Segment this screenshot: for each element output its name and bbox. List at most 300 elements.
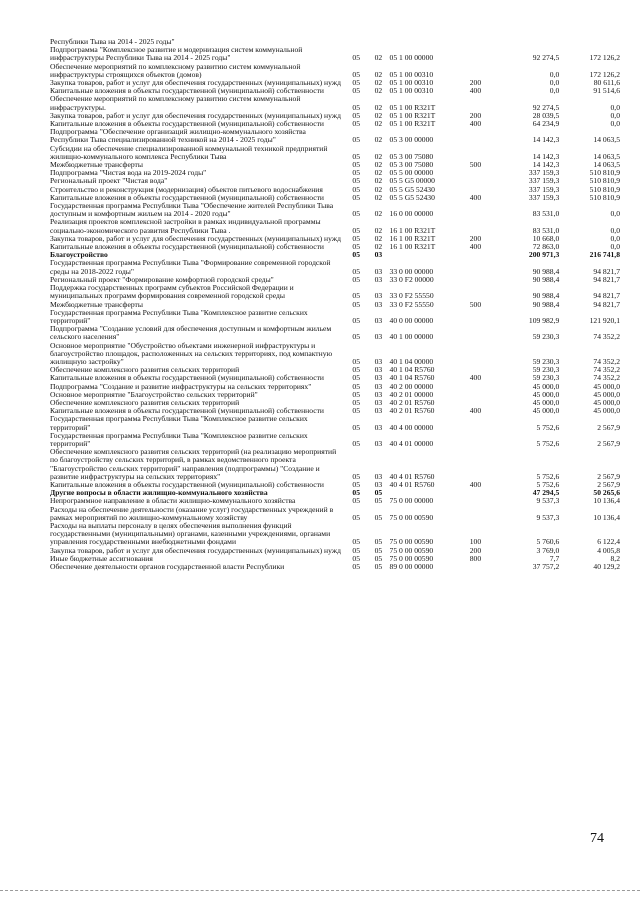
subsection-code-cell: 02 [374, 53, 383, 63]
section-code-cell: 05 [352, 53, 360, 63]
expense-type-cell [462, 383, 488, 391]
subsection-code-cell: 05 [374, 488, 383, 498]
amount-year2-cell: 0,0 [610, 242, 620, 252]
amount-year1-cell: 90 988,4 [532, 299, 560, 309]
target-article-cell: 33 0 F2 00000 [389, 274, 434, 284]
subsection-code-cell: 05 [374, 545, 383, 555]
amount-year1-cell: 59 230,3 [532, 356, 560, 366]
target-article-cell [390, 251, 463, 259]
amount-year1-cell: 90 988,4 [532, 291, 560, 301]
section-code-cell: 05 [352, 225, 360, 235]
row-name-cell: Закупка товаров, работ и услуг для обеспечения государственных (муниципальных) нужд [50, 233, 341, 243]
expense-type-cell [462, 145, 488, 161]
amount-year1-cell: 45 000,0 [532, 389, 560, 399]
amount-year1-cell: 337 159,3 [528, 184, 560, 194]
amount-year1-cell: 337 159,3 [528, 176, 560, 186]
expense-type-cell [462, 309, 488, 325]
table-row [50, 145, 620, 161]
table-row [50, 342, 620, 367]
section-code-cell: 05 [352, 168, 360, 178]
section-code-cell: 05 [352, 332, 360, 342]
subsection-code-cell: 03 [374, 266, 383, 276]
subsection-code-cell: 05 [374, 562, 383, 571]
section-code-cell: 05 [352, 471, 360, 481]
expense-type-cell [462, 169, 488, 177]
row-name-cell: Реализация проектов комплексной застройки в рамках индивидуальной программы социально-экономического развития Республики Тыва . [50, 217, 321, 235]
amount-year1-cell: 0,0 [549, 69, 560, 79]
expense-type-cell: 200 [469, 545, 482, 555]
expense-type-cell: 500 [469, 299, 482, 309]
section-code-cell: 05 [352, 233, 360, 243]
amount-year2-cell: 8,2 [610, 553, 620, 563]
amount-year1-cell: 83 531,0 [532, 209, 560, 219]
expense-type-cell: 200 [469, 233, 482, 243]
amount-year2-cell: 74 352,2 [593, 356, 620, 366]
section-code-cell: 05 [352, 397, 360, 407]
amount-year1-cell: 72 863,0 [532, 242, 560, 252]
subsection-code-cell: 02 [374, 176, 383, 186]
section-code-cell: 05 [352, 438, 360, 448]
amount-year1-cell: 5 752,6 [536, 471, 560, 481]
amount-year2-cell: 94 821,7 [593, 291, 620, 301]
subsection-code-cell: 03 [374, 406, 383, 416]
subsection-code-cell: 02 [374, 168, 383, 178]
amount-year2-cell: 10 136,4 [593, 496, 620, 506]
table-row [50, 259, 620, 275]
row-name-cell: Республики Тыва на 2014 - 2025 годы" [50, 37, 175, 46]
expense-type-cell [462, 415, 488, 431]
amount-year2-cell: 40 129,2 [593, 562, 620, 571]
amount-year2-cell: 74 352,2 [593, 332, 620, 342]
expense-type-cell: 400 [469, 373, 482, 383]
row-name-cell: Расходы на обеспечение деятельности (оказание услуг) государственных учреждений в рамках мероприятий по жилищно-коммунальному хозяйству [50, 504, 334, 522]
amount-year1-cell: 47 294,5 [532, 488, 560, 498]
target-article-cell: 05 3 00 00000 [389, 135, 434, 145]
row-name-cell: Капитальные вложения в объекты государственной (муниципальной) собственности [50, 242, 324, 252]
amount-year2-cell [559, 38, 620, 46]
subsection-code-cell: 03 [374, 250, 383, 260]
row-name-cell: Государственная программа Республики Тыва "Комплексное развитие сельских территорий" [50, 307, 308, 325]
row-name-cell: Обеспечение комплексного развития сельских территорий [50, 397, 240, 407]
section-code-cell: 05 [352, 545, 360, 555]
row-name-cell: Закупка товаров, работ и услуг для обеспечения государственных (муниципальных) нужд [50, 110, 341, 120]
target-article-cell: 75 0 00 00590 [389, 545, 434, 555]
amount-year2-cell: 510 810,9 [589, 176, 620, 186]
subsection-code-cell: 02 [374, 160, 383, 170]
target-article-cell: 05 1 00 00000 [389, 53, 434, 63]
section-code-cell: 05 [352, 274, 360, 284]
target-article-cell: 75 0 00 00000 [389, 496, 434, 506]
subsection-code-cell: 05 [374, 496, 383, 506]
section-code-cell: 05 [352, 496, 360, 506]
target-article-cell [390, 38, 463, 46]
section-code-cell [345, 38, 367, 46]
table-row [50, 202, 620, 218]
amount-year1-cell: 109 982,9 [528, 315, 560, 325]
amount-year1-cell: 5 752,6 [536, 438, 560, 448]
amount-year1-cell: 0,0 [549, 86, 560, 96]
subsection-code-cell: 03 [374, 389, 383, 399]
amount-year1-cell: 90 988,4 [532, 274, 560, 284]
expense-type-cell: 400 [469, 242, 482, 252]
amount-year2-cell: 14 063,5 [593, 160, 620, 170]
amount-year2-cell: 510 810,9 [589, 192, 620, 202]
subsection-code-cell: 03 [374, 422, 383, 432]
target-article-cell: 40 1 04 00000 [389, 356, 434, 366]
row-name-cell: Основное мероприятие "Благоустройство сельских территорий" [50, 389, 258, 399]
row-name-cell: Межбюджетные трансферты [50, 160, 143, 170]
expense-type-cell [462, 95, 488, 111]
row-name-cell: Обеспечение деятельности органов государственной власти Республики [50, 562, 285, 571]
section-code-cell: 05 [352, 160, 360, 170]
expense-type-cell [462, 563, 488, 571]
section-code-cell: 05 [352, 176, 360, 186]
subsection-code-cell: 02 [374, 192, 383, 202]
subsection-code-cell: 05 [374, 553, 383, 563]
subsection-code-cell [367, 38, 389, 46]
amount-year2-cell: 216 741,8 [589, 250, 620, 260]
subsection-code-cell: 02 [374, 110, 383, 120]
section-code-cell: 05 [352, 389, 360, 399]
amount-year1-cell: 37 757,2 [532, 562, 560, 571]
section-code-cell: 05 [352, 110, 360, 120]
amount-year1-cell: 9 537,3 [536, 512, 560, 522]
section-code-cell: 05 [352, 562, 360, 571]
row-name-cell: Благоустройство [50, 250, 108, 260]
section-code-cell: 05 [352, 365, 360, 375]
expense-type-cell: 200 [469, 110, 482, 120]
section-code-cell: 05 [352, 102, 360, 112]
section-code-cell: 05 [352, 553, 360, 563]
subsection-code-cell: 02 [374, 78, 383, 88]
subsection-code-cell: 03 [374, 274, 383, 284]
target-article-cell: 40 4 01 00000 [389, 438, 434, 448]
row-name-cell: Другие вопросы в области жилищно-коммунального хозяйства [50, 488, 268, 498]
amount-year2-cell: 0,0 [610, 119, 620, 129]
amount-year2-cell: 2 567,9 [597, 479, 620, 489]
target-article-cell: 40 4 00 00000 [389, 422, 434, 432]
row-name-cell: Закупка товаров, работ и услуг для обеспечения государственных (муниципальных) нужд [50, 78, 341, 88]
section-code-cell: 05 [352, 381, 360, 391]
amount-year1-cell [489, 38, 560, 46]
row-name-cell: Закупка товаров, работ и услуг для обеспечения государственных (муниципальных) нужд [50, 545, 341, 555]
section-code-cell: 05 [352, 488, 360, 498]
row-name-cell: Капитальные вложения в объекты государственной (муниципальной) собственности [50, 192, 324, 202]
expense-type-cell: 400 [469, 86, 482, 96]
row-name-cell: Непрограммное направление в области жилищно-коммунального хозяйства [50, 496, 296, 506]
row-name-cell: Капитальные вложения в объекты государственной (муниципальной) собственности [50, 406, 324, 416]
subsection-code-cell: 02 [374, 86, 383, 96]
row-name-cell: Подпрограмма "Комплексное развитие и модернизация систем коммунальной инфраструктуры Республики Тыва на 2014 - 2025 годы" [50, 45, 303, 63]
amount-year2-cell: 10 136,4 [593, 512, 620, 522]
target-article-cell: 16 1 00 R321T [389, 242, 436, 252]
expense-type-cell: 400 [469, 119, 482, 129]
table-row [50, 415, 620, 431]
amount-year1-cell: 0,0 [549, 78, 560, 88]
row-name-cell: Иные бюджетные ассигнования [50, 553, 153, 563]
target-article-cell: 40 1 00 00000 [389, 332, 434, 342]
amount-year2-cell: 45 000,0 [593, 406, 620, 416]
amount-year1-cell: 9 537,3 [536, 496, 560, 506]
amount-year2-cell: 510 810,9 [589, 168, 620, 178]
target-article-cell: 05 1 00 00310 [389, 86, 434, 96]
target-article-cell: 75 0 00 00590 [389, 537, 434, 547]
target-article-cell: 40 4 01 R5760 [389, 479, 435, 489]
subsection-code-cell: 02 [374, 135, 383, 145]
section-code-cell: 05 [352, 512, 360, 522]
table-row [50, 46, 620, 62]
target-article-cell: 05 3 00 75080 [389, 160, 434, 170]
subsection-code-cell: 03 [374, 365, 383, 375]
amount-year2-cell: 0,0 [610, 225, 620, 235]
section-code-cell: 05 [352, 299, 360, 309]
budget-table-body [50, 38, 620, 571]
section-code-cell: 05 [352, 479, 360, 489]
amount-year1-cell: 5 752,6 [536, 479, 560, 489]
expense-type-cell: 500 [469, 160, 482, 170]
table-row [50, 522, 620, 547]
table-row [50, 284, 620, 300]
amount-year2-cell: 94 821,7 [593, 299, 620, 309]
section-code-cell: 05 [352, 406, 360, 416]
subsection-code-cell: 03 [374, 356, 383, 366]
expense-type-cell [462, 276, 488, 284]
subsection-code-cell: 02 [374, 102, 383, 112]
target-article-cell: 40 2 00 00000 [389, 381, 434, 391]
section-code-cell: 05 [352, 250, 360, 260]
section-code-cell: 05 [352, 537, 360, 547]
subsection-code-cell: 03 [374, 291, 383, 301]
row-name-cell: Строительство и реконструкция (модернизация) объектов питьевого водоснабжения [50, 184, 323, 194]
amount-year2-cell: 14 063,5 [593, 135, 620, 145]
amount-year2-cell: 94 821,7 [593, 274, 620, 284]
target-article-cell: 75 0 00 00590 [389, 553, 434, 563]
subsection-code-cell: 03 [374, 381, 383, 391]
section-code-cell: 05 [352, 315, 360, 325]
amount-year1-cell: 92 274,5 [532, 102, 560, 112]
amount-year1-cell: 45 000,0 [532, 406, 560, 416]
row-name-cell: Капитальные вложения в объекты государственной (муниципальной) собственности [50, 119, 324, 129]
subsection-code-cell: 02 [374, 233, 383, 243]
row-name-cell: Государственная программа Республики Тыва "Обеспечение жителей Республики Тыва доступным и комфортным жильем на 2014 - 2020 годы" [50, 201, 334, 219]
table-row [50, 448, 620, 481]
section-code-cell: 05 [352, 192, 360, 202]
amount-year1-cell: 92 274,5 [532, 53, 560, 63]
section-code-cell: 05 [352, 86, 360, 96]
table-row [50, 128, 620, 144]
target-article-cell: 05 1 00 00310 [389, 69, 434, 79]
expense-type-cell [462, 284, 488, 300]
expense-type-cell: 400 [469, 192, 482, 202]
amount-year2-cell: 0,0 [610, 102, 620, 112]
amount-year2-cell: 4 005,8 [597, 545, 620, 555]
target-article-cell: 05 1 00 R321T [389, 110, 436, 120]
target-article-cell: 40 1 04 R5760 [389, 373, 435, 383]
expense-type-cell [462, 342, 488, 367]
section-code-cell: 05 [352, 135, 360, 145]
expense-type-cell [462, 38, 488, 46]
target-article-cell: 89 0 00 00000 [389, 562, 434, 571]
subsection-code-cell: 02 [374, 184, 383, 194]
expense-type-cell: 400 [469, 479, 482, 489]
section-code-cell: 05 [352, 266, 360, 276]
amount-year2-cell: 0,0 [610, 209, 620, 219]
amount-year2-cell: 2 567,9 [597, 438, 620, 448]
expense-type-cell [462, 202, 488, 218]
amount-year2-cell: 510 810,9 [589, 184, 620, 194]
subsection-code-cell: 03 [374, 397, 383, 407]
amount-year2-cell: 45 000,0 [593, 389, 620, 399]
amount-year1-cell: 14 142,3 [532, 135, 560, 145]
amount-year1-cell: 14 142,3 [532, 160, 560, 170]
row-name-cell: Обеспечение мероприятий по комплексному развитию систем коммунальной инфраструктуры строящихся объектов (домов) [50, 61, 301, 79]
subsection-code-cell: 02 [374, 242, 383, 252]
section-code-cell: 05 [352, 291, 360, 301]
amount-year1-cell: 59 230,3 [532, 373, 560, 383]
section-code-cell: 05 [352, 356, 360, 366]
amount-year1-cell: 64 234,9 [532, 119, 560, 129]
amount-year2-cell: 50 265,6 [593, 488, 620, 498]
amount-year1-cell: 28 039,5 [532, 110, 560, 120]
row-name-cell: Обеспечение комплексного развития сельских территорий (на реализацию мероприятий по благоустройству сельских территорий, в рамках ведомственного проекта "Благоустройство сельских территорий" направления (подпрограммы) "Создание и развитие инфраструктуры на сельских территориях" [50, 447, 337, 481]
subsection-code-cell: 03 [374, 471, 383, 481]
amount-year1-cell: 45 000,0 [532, 381, 560, 391]
row-name-cell: Поддержка государственных программ субъектов Российской Федерации и муниципальных программ формирования современной городской среды [50, 283, 294, 301]
amount-year2-cell: 74 352,2 [593, 373, 620, 383]
amount-year2-cell: 80 611,6 [593, 78, 620, 88]
table-row [50, 218, 620, 234]
row-name-cell: Капитальные вложения в объекты государственной (муниципальной) собственности [50, 373, 324, 383]
row-name-cell: Капитальные вложения в объекты государственной (муниципальной) собственности [50, 86, 324, 96]
amount-year1-cell: 7,7 [549, 553, 560, 563]
table-row [50, 95, 620, 111]
target-article-cell: 05 1 00 00310 [389, 78, 434, 88]
expense-type-cell [462, 325, 488, 341]
subsection-code-cell: 03 [374, 315, 383, 325]
target-article-cell: 40 2 01 R5760 [389, 397, 435, 407]
expense-type-cell [462, 391, 488, 399]
amount-year1-cell: 3 769,0 [536, 545, 560, 555]
target-article-cell: 75 0 00 00590 [389, 512, 434, 522]
section-code-cell: 05 [352, 69, 360, 79]
expense-type-cell [462, 46, 488, 62]
expense-type-cell [462, 63, 488, 79]
subsection-code-cell: 03 [374, 373, 383, 383]
amount-year2-cell: 172 126,2 [589, 69, 620, 79]
page-number: 74 [590, 831, 604, 846]
row-name-cell: Межбюджетные трансферты [50, 299, 143, 309]
target-article-cell: 16 0 00 00000 [389, 209, 434, 219]
amount-year1-cell: 90 988,4 [532, 266, 560, 276]
subsection-code-cell: 02 [374, 69, 383, 79]
amount-year2-cell: 91 514,6 [593, 86, 620, 96]
section-code-cell: 05 [352, 422, 360, 432]
amount-year1-cell: 83 531,0 [532, 225, 560, 235]
subsection-code-cell: 02 [374, 209, 383, 219]
expense-type-cell [462, 251, 488, 259]
section-code-cell: 05 [352, 373, 360, 383]
expense-type-cell [462, 489, 488, 497]
subsection-code-cell: 03 [374, 299, 383, 309]
subsection-code-cell: 03 [374, 438, 383, 448]
subsection-code-cell: 03 [374, 479, 383, 489]
section-code-cell: 05 [352, 78, 360, 88]
amount-year1-cell: 59 230,3 [532, 332, 560, 342]
table-row [50, 563, 620, 571]
target-article-cell: 33 0 F2 55550 [389, 299, 434, 309]
amount-year2-cell: 6 122,4 [597, 537, 620, 547]
target-article-cell: 05 1 00 R321T [389, 119, 436, 129]
amount-year2-cell: 45 000,0 [593, 381, 620, 391]
amount-year2-cell: 2 567,9 [597, 471, 620, 481]
amount-year1-cell: 14 142,3 [532, 151, 560, 161]
budget-table [50, 38, 620, 571]
row-name-cell: Расходы на выплаты персоналу в целях обеспечения выполнения функций государственными (муниципальными) органами, казенными учреждениями, органами управления государственными внебюджетными фондами [50, 520, 331, 547]
target-article-cell: 05 5 G5 52430 [389, 184, 435, 194]
section-code-cell: 05 [352, 119, 360, 129]
table-row [50, 63, 620, 79]
row-name-cell: Обеспечение мероприятий по комплексному развитию систем коммунальной инфраструктуры. [50, 94, 301, 112]
target-article-cell: 05 5 G5 00000 [389, 176, 435, 186]
row-name-cell: Государственная программа Республики Тыва "Комплексное развитие сельских территорий" [50, 430, 308, 448]
expense-type-cell [462, 432, 488, 448]
amount-year1-cell: 337 159,3 [528, 168, 560, 178]
subsection-code-cell: 05 [374, 512, 383, 522]
amount-year2-cell: 0,0 [610, 110, 620, 120]
amount-year2-cell: 14 063,5 [593, 151, 620, 161]
amount-year1-cell: 45 000,0 [532, 397, 560, 407]
expense-type-cell [462, 177, 488, 185]
target-article-cell: 33 0 F2 55550 [389, 291, 434, 301]
target-article-cell: 05 5 00 00000 [389, 168, 434, 178]
target-article-cell: 16 1 00 R321T [389, 225, 436, 235]
section-code-cell: 05 [352, 209, 360, 219]
target-article-cell: 33 0 00 00000 [389, 266, 434, 276]
expense-type-cell [462, 128, 488, 144]
amount-year2-cell: 2 567,9 [597, 422, 620, 432]
section-code-cell: 05 [352, 151, 360, 161]
amount-year2-cell: 45 000,0 [593, 397, 620, 407]
row-name-cell: Подпрограмма "Чистая вода на 2019-2024 годы" [50, 168, 207, 178]
row-name-cell: Подпрограмма "Создание и развитие инфраструктуры на сельских территориях" [50, 381, 312, 391]
expense-type-cell [462, 497, 488, 505]
amount-year2-cell: 121 920,1 [589, 315, 620, 325]
amount-year2-cell: 0,0 [610, 233, 620, 243]
target-article-cell: 16 1 00 R321T [389, 233, 436, 243]
expense-type-cell: 200 [469, 78, 482, 88]
target-article-cell: 40 4 01 R5760 [389, 471, 435, 481]
row-name-cell: Региональный проект "Чистая вода" [50, 176, 168, 186]
section-code-cell: 05 [352, 184, 360, 194]
expense-type-cell: 800 [469, 553, 482, 563]
subsection-code-cell: 03 [374, 332, 383, 342]
expense-type-cell [462, 218, 488, 234]
table-row [50, 432, 620, 448]
subsection-code-cell: 05 [374, 537, 383, 547]
row-name-cell: Региональный проект "Формирование комфортной городской среды" [50, 274, 274, 284]
amount-year2-cell: 172 126,2 [589, 53, 620, 63]
target-article-cell: 05 1 00 R321T [389, 102, 436, 112]
table-row [50, 325, 620, 341]
amount-year1-cell: 59 230,3 [532, 365, 560, 375]
row-name-cell: Государственная программа Республики Тыва "Формирование современной городской среды на 2018-2022 годы" [50, 258, 331, 276]
amount-year1-cell: 337 159,3 [528, 192, 560, 202]
row-name-cell: Подпрограмма "Создание условий для обеспечения доступным и комфортным жильем сельского населения" [50, 324, 332, 342]
subsection-code-cell: 02 [374, 225, 383, 235]
table-row [50, 309, 620, 325]
table-row [50, 506, 620, 522]
target-article-cell: 40 1 04 R5760 [389, 365, 435, 375]
